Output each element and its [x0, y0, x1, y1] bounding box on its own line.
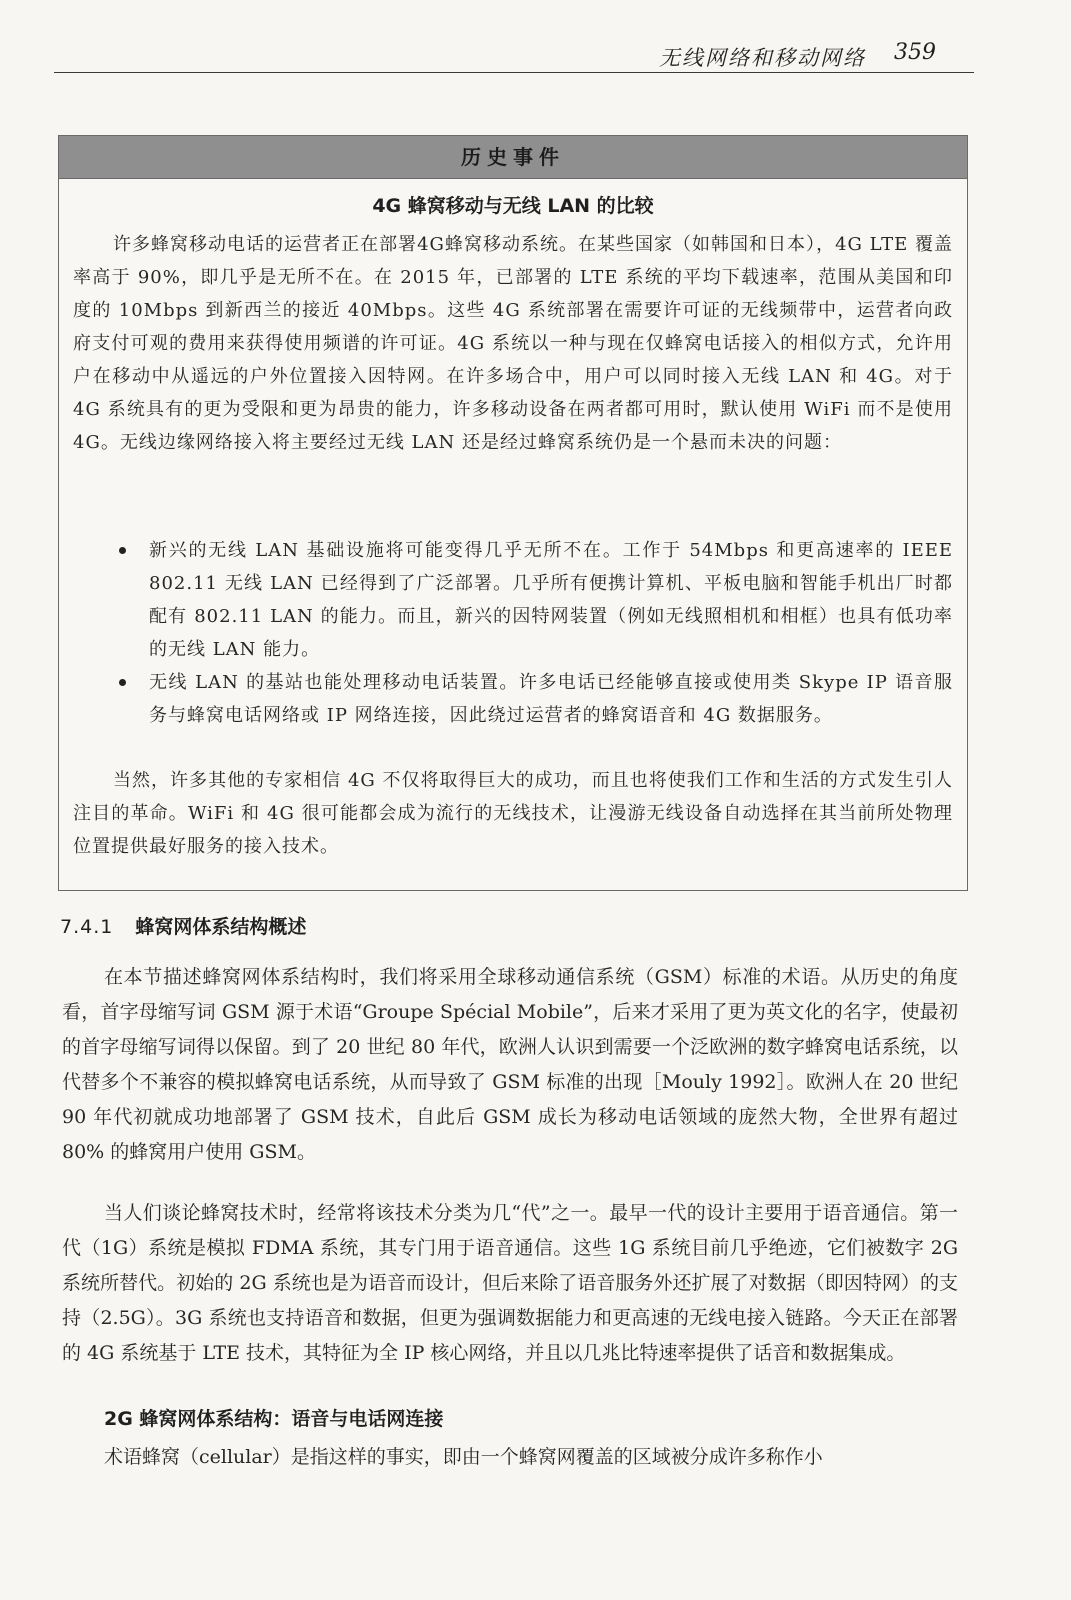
- history-paragraph: 许多蜂窝移动电话的运营者正在部署4G蜂窝移动系统。在某些国家（如韩国和日本），4G LTE 覆盖率高于 90%，即几乎是无所不在。在 2015 年，已部署的 LTE 系统的平均下载速率，范围从美国和印度的 10Mbps 到新西兰的接近 40Mbps。这些 4G 系统部署在需要许可证的无线频带中，运营者向政府支付可观的费用来获得使用频谱的许可证。4G 系统以一种与现在仅蜂窝电话接入的相似方式，允许用户在移动中从遥远的户外位置接入因特网。在许多场合中，用户可以同时接入无线 LAN 和 4G。对于 4G 系统具有的更为受限和更为昂贵的能力，许多移动设备在两者都可用时，默认使用 WiFi 而不是使用 4G。无线边缘网络接入将主要经过无线 LAN 还是经过蜂窝系统仍是一个悬而未决的问题：: [73, 234, 953, 453]
- subsection-heading: 2G 蜂窝网体系结构：语音与电话网连接: [104, 1408, 444, 1430]
- bullet-text: 新兴的无线 LAN 基础设施将可能变得几乎无所不在。工作于 54Mbps 和更高速率的 IEEE 802.11 无线 LAN 已经得到了广泛部署。几乎所有便携计算机、平板电脑和智能手机出厂时都配有 802.11 LAN 的能力。而且，新兴的因特网装置（例如无线照相机和相框）也具有低功率的无线 LAN 能力。: [149, 540, 953, 660]
- body-paragraph: 在本节描述蜂窝网体系结构时，我们将采用全球移动通信系统（GSM）标准的术语。从历史的角度看，首字母缩写词 GSM 源于术语“Groupe Spécial Mobile”，后来才采用了更为英文化的名字，使最初的首字母缩写词得以保留。到了 20 世纪 80 年代，欧洲人认识到需要一个泛欧洲的数字蜂窝电话系统，以代替多个不兼容的模拟蜂窝电话系统，从而导致了 GSM 标准的出现［Mouly 1992］。欧洲人在 20 世纪 90 年代初就成功地部署了 GSM 技术，自此后 GSM 成长为移动电话领域的庞然大物，全世界有超过 80% 的蜂窝用户使用 GSM。: [62, 966, 958, 1163]
- body-paragraph: 当人们谈论蜂窝技术时，经常将该技术分类为几“代”之一。最早一代的设计主要用于语音通信。第一代（1G）系统是模拟 FDMA 系统，其专门用于语音通信。这些 1G 系统目前几乎绝迹，它们被数字 2G 系统所替代。初始的 2G 系统也是为语音而设计，但后来除了语音服务外还扩展了对数据（即因特网）的支持（2.5G）。3G 系统也支持语音和数据，但更为强调数据能力和更高速的无线电接入链路。今天正在部署的 4G 系统基于 LTE 技术，其特征为全 IP 核心网络，并且以几兆比特速率提供了话音和数据集成。: [62, 1202, 958, 1364]
- history-box-header: 历史事件: [59, 136, 967, 179]
- section-number: 7.4.1: [60, 916, 114, 938]
- history-bullet-item: [119, 666, 953, 732]
- bullet-icon: [119, 679, 126, 686]
- history-box: [58, 135, 968, 891]
- history-bullet-item: [119, 534, 953, 666]
- history-bullet-list: [119, 534, 953, 732]
- bullet-text: 无线 LAN 的基站也能处理移动电话装置。许多电话已经能够直接或使用类 Skype IP 语音服务与蜂窝电话网络或 IP 网络连接，因此绕过运营者的蜂窝语音和 4G 数据服务。: [149, 672, 953, 726]
- section-title: 蜂窝网体系结构概述: [135, 916, 307, 938]
- section-heading: [60, 912, 306, 939]
- bullet-icon: [119, 547, 126, 554]
- running-header: [54, 38, 974, 73]
- history-paragraph: 当然，许多其他的专家相信 4G 不仅将取得巨大的成功，而且也将使我们工作和生活的方式发生引人注目的革命。WiFi 和 4G 很可能都会成为流行的无线技术，让漫游无线设备自动选择在其当前所处物理位置提供最好服务的接入技术。: [73, 770, 953, 857]
- body-paragraph: 术语蜂窝（cellular）是指这样的事实，即由一个蜂窝网覆盖的区域被分成许多称作小: [104, 1446, 823, 1468]
- history-box-subtitle: 4G 蜂窝移动与无线 LAN 的比较: [372, 195, 654, 217]
- page-number: 359: [894, 40, 936, 65]
- running-title: 无线网络和移动网络: [659, 46, 866, 70]
